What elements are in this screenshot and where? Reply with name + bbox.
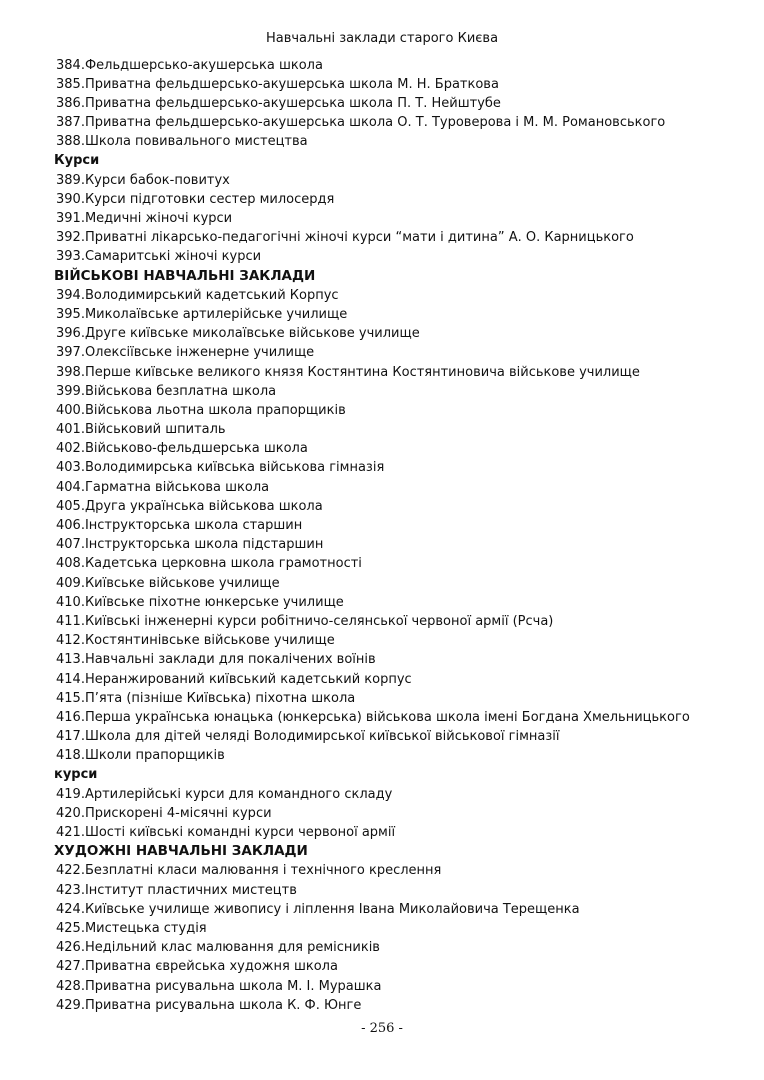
list-item: 404.Гарматна військова школа xyxy=(56,479,270,495)
list-item: 407.Інструкторська школа підстаршин xyxy=(56,537,324,553)
list-item: 417.Школа для дітей челяді Володимирської київської військової гімназії xyxy=(56,729,560,745)
list-item: 390.Курси підготовки сестер милосердя xyxy=(56,191,335,207)
list-item: 406.Інструкторська школа старшин xyxy=(56,518,303,533)
list-item: 385.Приватна фельдшерсько-акушерська школа М. Н. Браткова xyxy=(56,76,499,92)
list-item: 413.Навчальні заклади для покалічених воїнів xyxy=(56,652,376,668)
list-item: 393.Самаритські жіночі курси xyxy=(56,249,262,265)
subsection-heading: Курси xyxy=(54,153,100,169)
list-item: 408.Кадетська церковна школа грамотності xyxy=(56,556,362,572)
list-item: 395.Миколаївське артилерійське училище xyxy=(56,306,348,322)
list-item: 423.Інститут пластичних мистецтв xyxy=(56,882,297,898)
document-body xyxy=(0,56,764,1015)
list-item: 388.Школа повивального мистецтва xyxy=(56,134,308,150)
list-item: 419.Артилерійські курси для командного складу xyxy=(56,786,393,802)
list-item: 415.П’ята (пізніше Київська) піхотна школа xyxy=(56,690,356,706)
list-item: 403.Володимирська київська військова гімназія xyxy=(56,460,385,476)
list-item: 398.Перше київське великого князя Костянтина Костянтиновича військове училище xyxy=(56,364,640,380)
list-item: 384.Фельдшерсько-акушерська школа xyxy=(56,57,323,73)
list-item: 401.Військовий шпиталь xyxy=(56,422,226,438)
list-item: 397.Олексіївське інженерне училище xyxy=(56,345,315,361)
list-item: 394.Володимирський кадетський Корпус xyxy=(56,287,339,303)
list-item: 421.Шості київські командні курси червоної армії xyxy=(56,825,396,840)
list-item: 391.Медичні жіночі курси xyxy=(56,211,233,226)
list-item: 429.Приватна рисувальна школа К. Ф. Юнге xyxy=(56,997,362,1013)
page-number: - 256 - xyxy=(361,1021,403,1036)
page-header: Навчальні заклади старого Києва xyxy=(265,31,499,46)
list-item: 424.Київське училище живопису і ліплення Івана Миколайовича Терещенка xyxy=(56,901,580,917)
list-item: 427.Приватна єврейська художня школа xyxy=(56,959,338,975)
subsection-heading: курси xyxy=(54,767,98,783)
list-item: 386.Приватна фельдшерсько-акушерська школа П. Т. Нейштубе xyxy=(56,95,501,111)
list-item: 400.Військова льотна школа прапорщиків xyxy=(56,402,346,418)
list-item: 411.Київські інженерні курси робітничо-селянської червоної армії (Рсча) xyxy=(56,613,554,629)
list-item: 389.Курси бабок-повитух xyxy=(56,172,230,188)
list-item: 425.Мистецька студія xyxy=(56,920,207,936)
list-item: 392.Приватні лікарсько-педагогічні жіночі курси “мати і дитина” А. О. Карницького xyxy=(56,230,634,246)
list-item: 414.Неранжирований київський кадетський корпус xyxy=(56,671,412,687)
list-item: 422.Безплатні класи малювання і технічного креслення xyxy=(56,863,442,879)
list-item: 405.Друга українська військова школа xyxy=(56,498,323,514)
list-item: 387.Приватна фельдшерсько-акушерська школа О. Т. Туроверова і М. М. Романовського xyxy=(56,115,666,131)
list-item: 428.Приватна рисувальна школа М. І. Мурашка xyxy=(56,978,382,994)
list-item: 418.Школи прапорщиків xyxy=(56,748,225,764)
list-item: 402.Військово-фельдшерська школа xyxy=(56,441,308,457)
list-item: 420.Прискорені 4-місячні курси xyxy=(56,805,272,821)
list-item: 410.Київське піхотне юнкерське училище xyxy=(56,594,344,610)
section-heading: ВІЙСЬКОВІ НАВЧАЛЬНІ ЗАКЛАДИ xyxy=(54,267,316,284)
list-item: 426.Недільний клас малювання для ремісників xyxy=(56,940,380,956)
list-item: 416.Перша українська юнацька (юнкерська) військова школа імені Богдана Хмельницького xyxy=(56,709,690,725)
list-item: 409.Київське військове училище xyxy=(56,575,280,591)
list-item: 412.Костянтинівське військове училище xyxy=(56,633,335,649)
list-item: 396.Друге київське миколаївське військове училище xyxy=(56,326,420,342)
list-item: 399.Військова безплатна школа xyxy=(56,383,277,399)
section-heading: ХУДОЖНІ НАВЧАЛЬНІ ЗАКЛАДИ xyxy=(54,843,308,860)
